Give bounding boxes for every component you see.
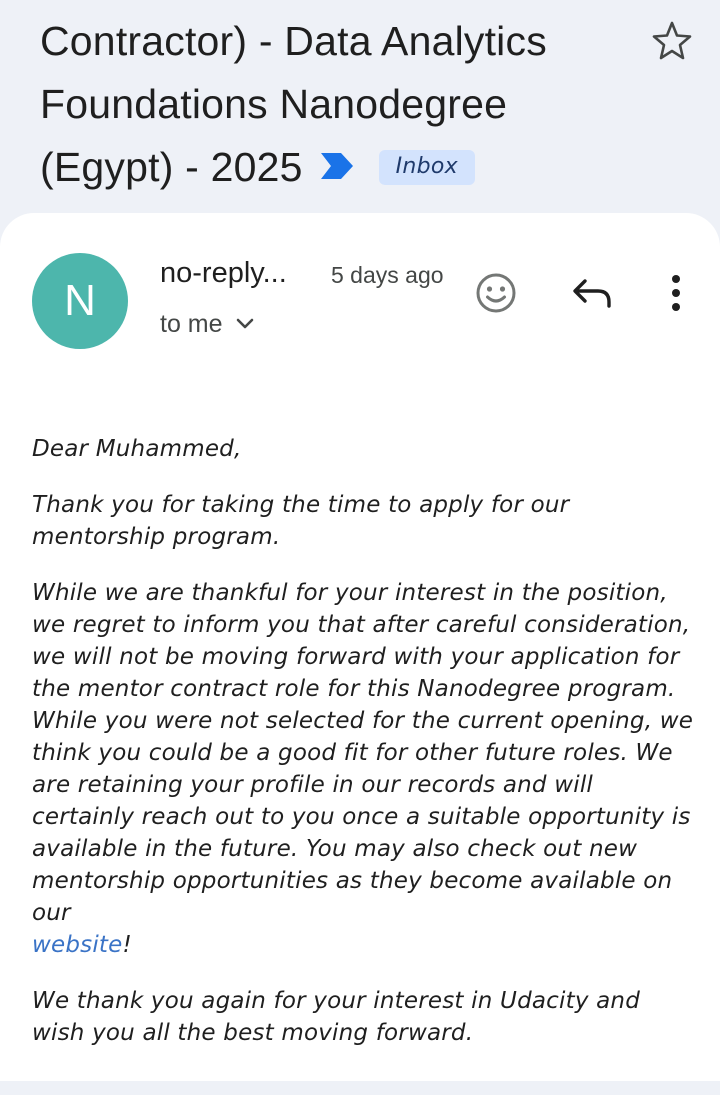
more-vert-icon[interactable] — [652, 269, 700, 317]
sender-name[interactable]: no-reply... — [160, 257, 287, 289]
avatar[interactable]: N — [32, 253, 128, 349]
message-card — [0, 213, 720, 1081]
body-paragraph-2 — [32, 577, 700, 961]
reply-icon[interactable] — [568, 269, 616, 317]
subject-line-1: Contractor) - Data Analytics — [40, 18, 547, 64]
greeting: Dear Muhammed, — [32, 436, 242, 462]
subject-line-3-text: (Egypt) - 2025 — [40, 144, 303, 190]
body-paragraph-1: Thank you for taking the time to apply for our mentorship program. — [32, 492, 570, 550]
website-link[interactable]: website — [32, 932, 123, 958]
recipient-label: to me — [160, 310, 223, 338]
importance-marker-icon[interactable] — [319, 136, 355, 199]
recipient-details-toggle[interactable] — [160, 308, 255, 340]
body-paragraph-2-end: ! — [122, 932, 132, 958]
body-paragraph-3: We thank you again for your interest in Udacity and wish you all the best moving forward. — [32, 988, 641, 1046]
subject-line-2: Foundations Nanodegree — [40, 81, 508, 127]
chevron-down-icon — [235, 307, 255, 339]
message-body — [32, 433, 700, 1073]
bottom-divider — [0, 1081, 720, 1095]
inbox-label-chip[interactable]: Inbox — [379, 150, 475, 185]
star-outline-icon[interactable] — [650, 19, 694, 63]
email-subject — [40, 10, 640, 199]
body-paragraph-2-text: While we are thankful for your interest in the position, we regret to inform you that after careful consideration, we will not be moving forward with your application for the mentor contract role for this Nanodegree program. While you were not selected for the current opening, we think you could be a good fit for other future roles. We are retaining your profile in our records and will certainly reach out to you once a suitable opportunity is available in the future. You may also check out new mentorship opportunities as they become available on our — [32, 580, 694, 926]
subject-line-3 — [40, 136, 640, 199]
add-reaction-icon[interactable] — [472, 269, 520, 317]
subject-header — [0, 0, 720, 215]
message-time: 5 days ago — [331, 262, 444, 288]
